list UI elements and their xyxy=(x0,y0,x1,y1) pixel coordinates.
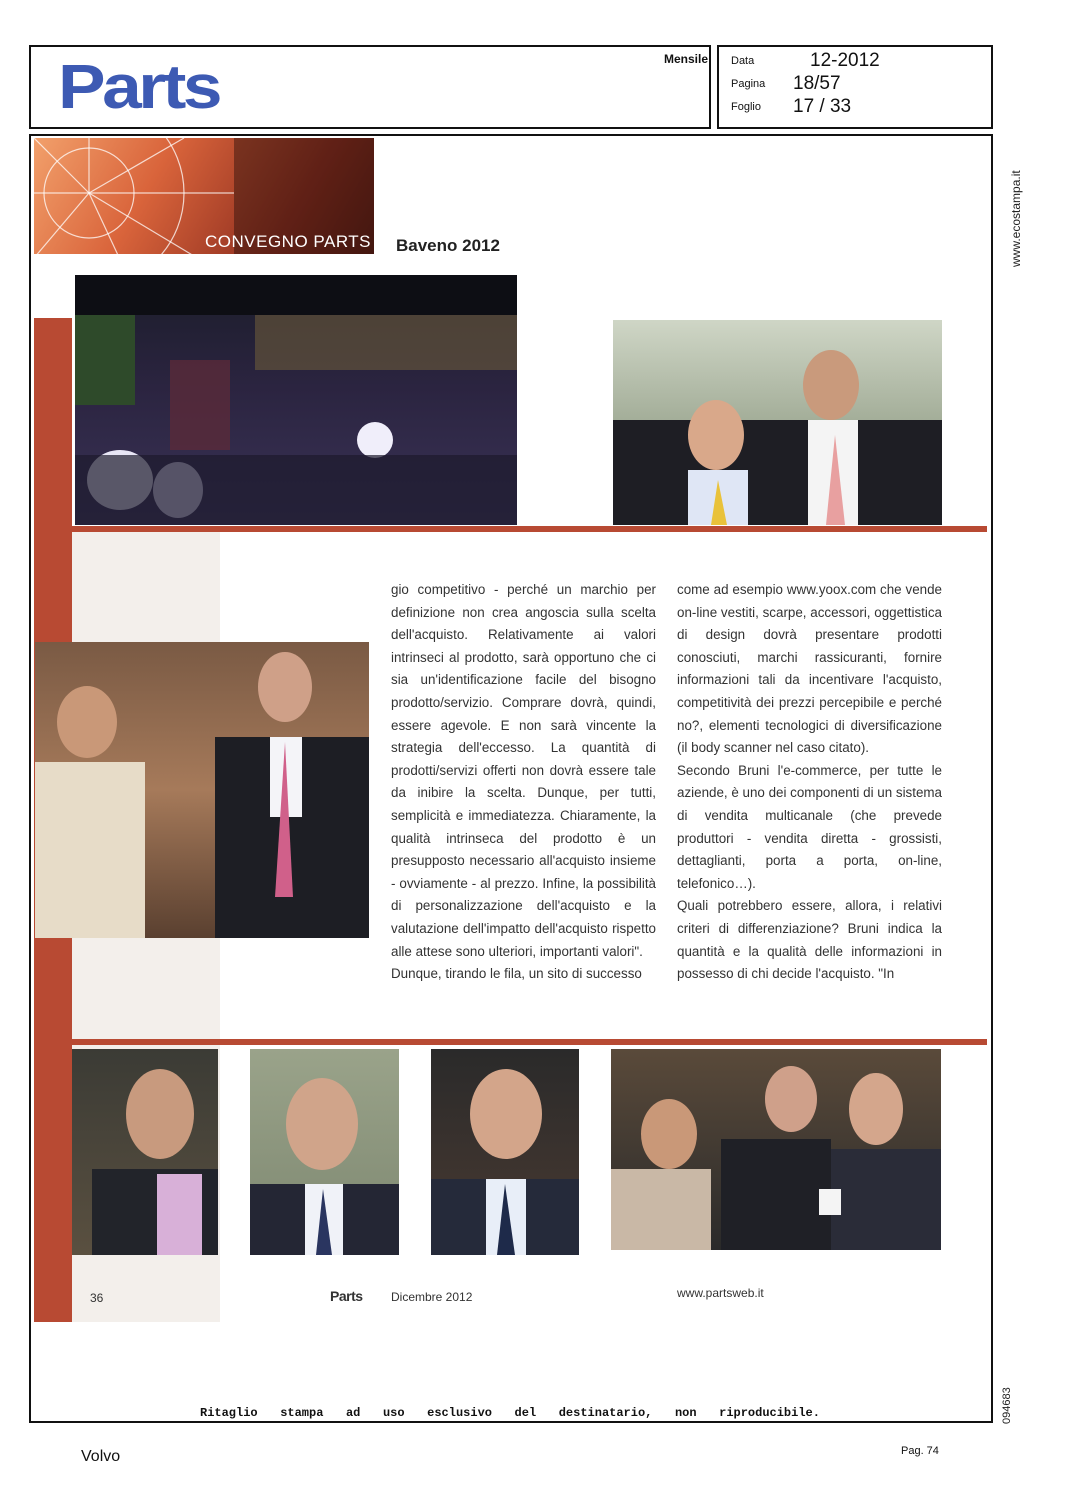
footer-logo: Parts xyxy=(330,1288,363,1304)
notice-word: del xyxy=(514,1406,537,1420)
paragraph: Dunque, tirando le fila, un sito di successo xyxy=(391,966,642,982)
photo-evening-event xyxy=(75,275,517,525)
publication-logo: Parts xyxy=(58,53,220,122)
notice-word: uso xyxy=(382,1406,405,1420)
notice-word: stampa xyxy=(280,1406,324,1420)
side-url: www.ecostampa.it xyxy=(1009,170,1023,267)
meta-value-data: 12-2012 xyxy=(810,50,880,71)
notice-word: destinatario, xyxy=(558,1406,653,1420)
side-code: 094683 xyxy=(1001,1387,1013,1424)
photo-man-3 xyxy=(431,1049,579,1255)
meta-value-pagina: 18/57 xyxy=(793,73,841,94)
photo-conversation xyxy=(35,642,369,938)
notice-word: esclusivo xyxy=(427,1406,492,1420)
red-divider-bottom xyxy=(72,1039,987,1045)
event-title: Baveno 2012 xyxy=(396,236,500,255)
footer-date: Dicembre 2012 xyxy=(391,1290,473,1304)
article-column-left xyxy=(391,579,656,986)
meta-label-pagina: Pagina xyxy=(731,78,766,90)
banner-title: CONVEGNO PARTS xyxy=(205,232,372,251)
notice-word: non xyxy=(674,1406,697,1420)
meta-label-data: Data xyxy=(731,55,755,67)
paragraph: gio competitivo - perché un marchio per definizione non crea angoscia sulla scelta dell'acquisto. Relativamente ai valori intrinseci al prodotto, sarà opportuno che ci sia un'identificazione facile del bisogno prodotto/servizio. Comprare dovrà, quindi, essere agevole. E non sarà vincente la strategia dell'eccesso. La quantità di prodotti/servizi offerti non dovrà essere tale da inibire la scelta. Dunque, per tutti, semplicità e immediatezza. Chiaramente, la qualità intrinseca del prodotto è un presupposto necessario all'acquisto insieme - ovviamente - al prezzo. Infine, la possibilità di personalizzazione dell'acquisto e la valutazione dell'impatto dell'acquisto rispetto alle attese sono ulteriori, importanti valori". xyxy=(391,582,656,959)
meta-label-foglio: Foglio xyxy=(731,101,761,113)
clipping-notice xyxy=(200,1406,820,1420)
paragraph: Quali potrebbero essere, allora, i relativi criteri di differenziazione? Bruni indica la quantità e la qualità delle informazioni in possesso di chi decide l'acquisto. "In xyxy=(677,898,942,982)
article-column-right xyxy=(677,579,942,986)
photo-man-2 xyxy=(250,1049,399,1255)
client-name: Volvo xyxy=(81,1448,121,1465)
paragraph: Secondo Bruni l'e-commerce, per tutte le aziende, è uno dei componenti di un sistema di vendita multicanale (che prevede produttori - vendita diretta - grossisti, dettaglianti, porta a porta, on-line, telefonico…). xyxy=(677,762,943,891)
notice-word: riproducibile. xyxy=(719,1406,820,1420)
frequency-label: Mensile xyxy=(664,52,709,66)
notice-word: ad xyxy=(345,1406,361,1420)
paragraph: come ad esempio www.yoox.com che vende on-line vestiti, scarpe, accessori, oggettistica di design dovrà presentare prodotti conosciuti, marchi rassicuranti, fornire informazioni tali da incentivare l'acquisto, competitività dei prezzi percepibile e perché no?, elementi tecnologici di diversificazione (il body scanner nel caso citato). xyxy=(677,582,942,756)
red-divider-top xyxy=(72,526,987,532)
page-counter: Pag. 74 xyxy=(901,1445,939,1457)
photo-two-men xyxy=(613,320,942,525)
photo-man-1 xyxy=(72,1049,218,1255)
meta-value-foglio: 17 / 33 xyxy=(793,96,852,117)
notice-word: Ritaglio xyxy=(200,1406,258,1420)
page-number: 36 xyxy=(90,1291,104,1305)
footer-website: www.partsweb.it xyxy=(677,1286,764,1300)
photo-group xyxy=(611,1049,941,1250)
